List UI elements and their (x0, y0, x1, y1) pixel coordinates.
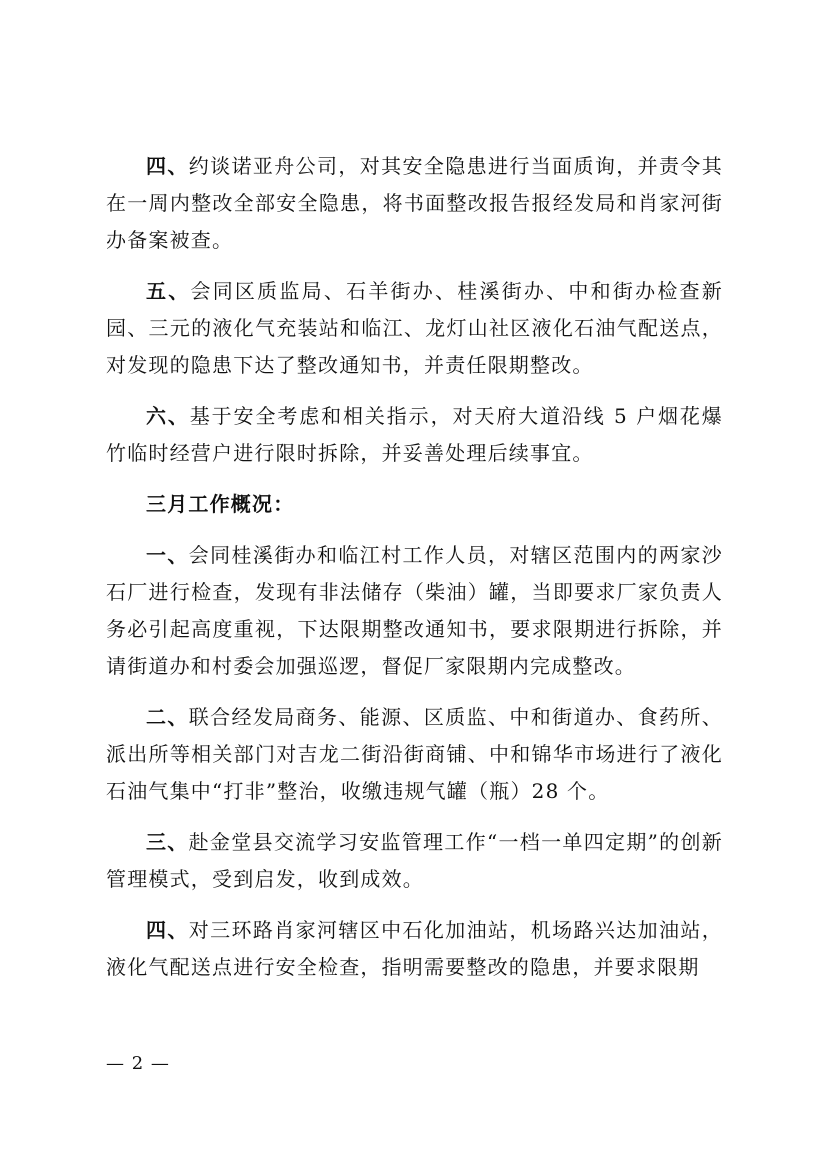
section-heading-march: 三月工作概况： (146, 492, 295, 516)
paragraph-lead: 四、 (146, 154, 189, 178)
paragraph-lead: 六、 (146, 404, 190, 428)
paragraph-lead: 五、 (146, 279, 191, 303)
paragraph-lead: 一、 (146, 543, 189, 567)
paragraph-lead: 三、 (146, 830, 189, 854)
paragraph-item-6 (106, 398, 723, 472)
paragraph-lead: 二、 (146, 705, 189, 729)
paragraph-item-5 (106, 273, 723, 384)
paragraph-text: 约谈诺亚舟公司，对其安全隐患进行当面质询，并责令其在一周内整改全部安全隐患，将书面整改报告报经发局和肖家河街办备案被查。 (106, 154, 724, 252)
document-body (106, 148, 723, 1000)
paragraph-text: 赴金堂县交流学习安监管理工作“一档一单四定期”的创新管理模式，受到启发，收到成效。 (106, 830, 723, 891)
paragraph-text: 会同区质监局、石羊街办、桂溪街办、中和街办检查新园、三元的液化气充装站和临江、龙灯山社区液化石油气配送点，对发现的隐患下达了整改通知书，并责任限期整改。 (106, 279, 723, 377)
paragraph-item-4 (106, 148, 723, 259)
march-item-1 (106, 537, 723, 685)
paragraph-text: 会同桂溪街办和临江村工作人员，对辖区范围内的两家沙石厂进行检查，发现有非法储存（柴油）罐，当即要求厂家负责人务必引起高度重视，下达限期整改通知书，要求限期进行拆除，并请街道办和村委会加强巡逻，督促厂家限期内完成整改。 (106, 543, 724, 678)
page-number: — 2 — (106, 1053, 170, 1074)
paragraph-text: 对三环路肖家河辖区中石化加油站，机场路兴达加油站，液化气配送点进行安全检查，指明需要整改的隐患，并要求限期 (106, 918, 724, 979)
paragraph-lead: 四、 (146, 918, 189, 942)
march-item-2 (106, 699, 723, 810)
march-item-3 (106, 824, 723, 898)
march-item-4 (106, 912, 723, 986)
paragraph-text: 基于安全考虑和相关指示，对天府大道沿线 5 户烟花爆竹临时经营户进行限时拆除，并妥善处理后续事宜。 (106, 404, 723, 465)
paragraph-text: 联合经发局商务、能源、区质监、中和街道办、食药所、派出所等相关部门对吉龙二街沿街商铺、中和锦华市场进行了液化石油气集中“打非”整治，收缴违规气罐（瓶）28 个。 (106, 705, 724, 803)
